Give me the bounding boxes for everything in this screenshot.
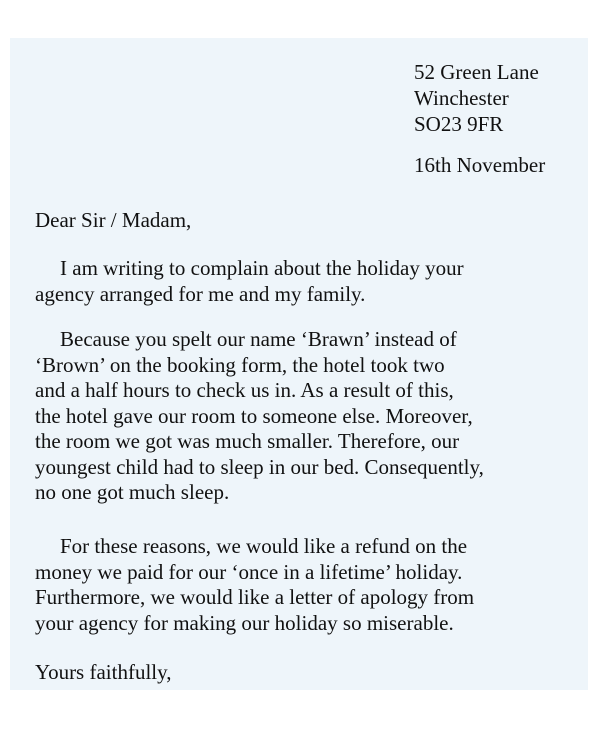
paragraph-line: no one got much sleep. [35, 480, 230, 504]
sender-address [414, 60, 539, 138]
address-city: Winchester [414, 86, 509, 110]
paragraph-line: agency arranged for me and my family. [35, 281, 366, 306]
paragraph-2 [35, 327, 575, 506]
paragraph-line: your agency for making our holiday so miserable. [35, 610, 454, 635]
paragraph-line: ‘Brown’ on the booking form, the hotel took two [35, 352, 445, 377]
paragraph-line: youngest child had to sleep in our bed. Consequently, [35, 454, 484, 479]
paragraph-line: I am writing to complain about the holiday your [60, 256, 464, 280]
address-postcode: SO23 9FR [414, 112, 504, 136]
paragraph-line: the hotel gave our room to someone else. Moreover, [35, 403, 473, 428]
paragraph-3 [35, 534, 575, 636]
salutation: Dear Sir / Madam, [35, 208, 192, 232]
letter-page [10, 38, 588, 690]
address-street: 52 Green Lane [414, 60, 539, 84]
paragraph-1 [35, 256, 575, 307]
paragraph-line: For these reasons, we would like a refund on the [60, 534, 468, 558]
paragraph-line: the room we got was much smaller. Therefore, our [35, 429, 460, 453]
paragraph-line: Furthermore, we would like a letter of apology from [35, 585, 475, 609]
paragraph-line: money we paid for our ‘once in a lifetime’ holiday. [35, 559, 463, 584]
closing: Yours faithfully, [35, 660, 172, 684]
paragraph-line: Because you spelt our name ‘Brawn’ instead of [60, 327, 457, 351]
letter-date: 16th November [414, 153, 546, 177]
paragraph-line: and a half hours to check us in. As a result of this, [35, 378, 454, 402]
